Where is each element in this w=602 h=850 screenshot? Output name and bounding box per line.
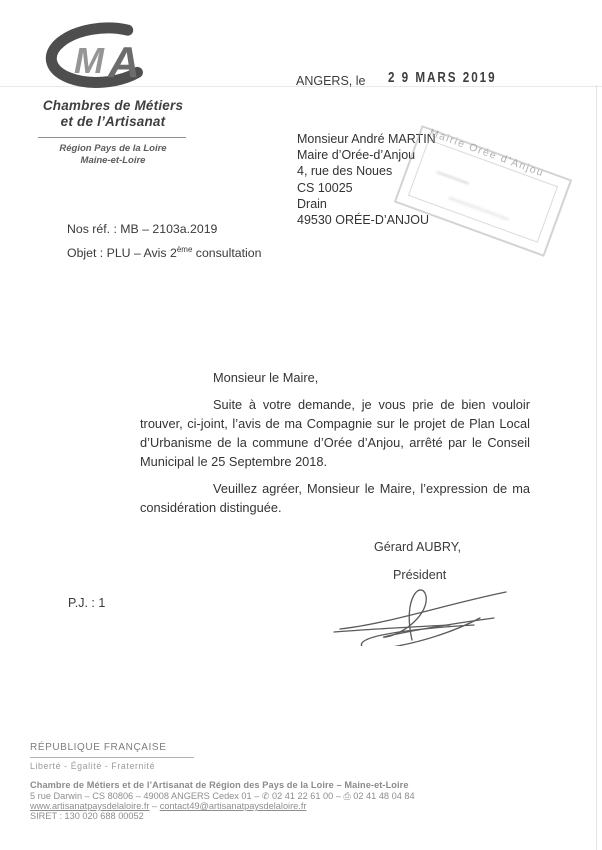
fax-icon: ⎙ xyxy=(343,791,351,801)
signatory-title: Président xyxy=(393,568,447,582)
date-stamp: 2 9 MARS 2019 xyxy=(388,69,497,86)
recipient-line: Drain xyxy=(297,196,327,211)
republic-motto: Liberté - Égalité - Fraternité xyxy=(30,761,156,771)
recipient-line: Maire d’Orée-d’Anjou xyxy=(297,148,416,163)
footer-links xyxy=(30,801,306,811)
org-name xyxy=(20,98,206,130)
cma-logo-icon xyxy=(34,16,166,96)
footer-website: www.artisanatpaysdelaloire.fr xyxy=(30,801,150,811)
stamp-smudge xyxy=(448,197,509,221)
recipient-line: 49530 ORÉE-D’ANJOU xyxy=(297,213,429,228)
org-name-line2: et de l’Artisanat xyxy=(60,114,166,129)
footer-street: 5 rue Darwin – CS 80806 – 49008 ANGERS Cedex 01 – xyxy=(30,791,262,801)
logo-letter-a: A xyxy=(108,38,140,87)
footer-email: contact49@artisanatpaysdelaloire.fr xyxy=(159,801,307,811)
subject-prefix: Objet : PLU – Avis 2 xyxy=(67,246,177,261)
footer-link-separator: – xyxy=(149,801,160,811)
footer-fax: 02 41 48 04 84 xyxy=(350,791,415,801)
letterhead-divider xyxy=(38,137,186,138)
footer-separator: – xyxy=(335,791,344,801)
reference-line: Nos réf. : MB – 2103a.2019 xyxy=(67,222,218,236)
recipient-line: 4, rue des Noues xyxy=(297,164,393,179)
subject-suffix: consultation xyxy=(192,246,262,261)
region-line2: Maine-et-Loire xyxy=(80,154,146,166)
received-stamp xyxy=(394,125,572,257)
scan-artifact-line xyxy=(596,85,597,850)
body-paragraph: Suite à votre demande, je vous prie de bien vouloir trouver, ci-joint, l’avis de ma Compagnie sur le projet de Plan Local d’Urbanisme de la commune d’Orée d’Anjou, arrêté par le Conseil Municipal le 25 Septembre 2018. xyxy=(140,397,530,469)
region-line1: Région Pays de la Loire xyxy=(59,143,167,154)
subject-line xyxy=(67,245,261,260)
signatory-name: Gérard AUBRY, xyxy=(374,540,462,554)
footer-org-name: Chambre de Métiers et de l’Artisanat de Région des Pays de la Loire – Maine-et-Loire xyxy=(30,780,409,790)
phone-icon: ✆ xyxy=(261,791,270,801)
org-name-line1: Chambres de Métiers xyxy=(42,98,184,113)
republic-heading: RÉPUBLIQUE FRANÇAISE xyxy=(30,742,194,758)
handwritten-signature xyxy=(332,576,514,646)
footer-siret: SIRET : 130 020 688 00052 xyxy=(30,811,144,821)
logo-letter-m: M xyxy=(74,40,104,81)
attachments-note: P.J. : 1 xyxy=(68,596,106,610)
letter-body xyxy=(140,368,530,525)
closing-paragraph: Veuillez agréer, Monsieur le Maire, l’expression de ma considération distinguée. xyxy=(140,481,530,515)
recipient-line: CS 10025 xyxy=(297,180,353,195)
subject-superscript: ème xyxy=(176,245,193,254)
received-stamp-text: Mairie Orée d’Anjou xyxy=(427,126,546,180)
salutation: Monsieur le Maire, xyxy=(213,370,319,385)
footer-phone: 02 41 22 61 00 xyxy=(269,791,336,801)
stamp-smudge xyxy=(436,171,469,185)
place-date-label: ANGERS, le xyxy=(296,74,366,88)
region-name xyxy=(20,143,206,166)
recipient-line: Monsieur André MARTIN xyxy=(297,132,436,146)
